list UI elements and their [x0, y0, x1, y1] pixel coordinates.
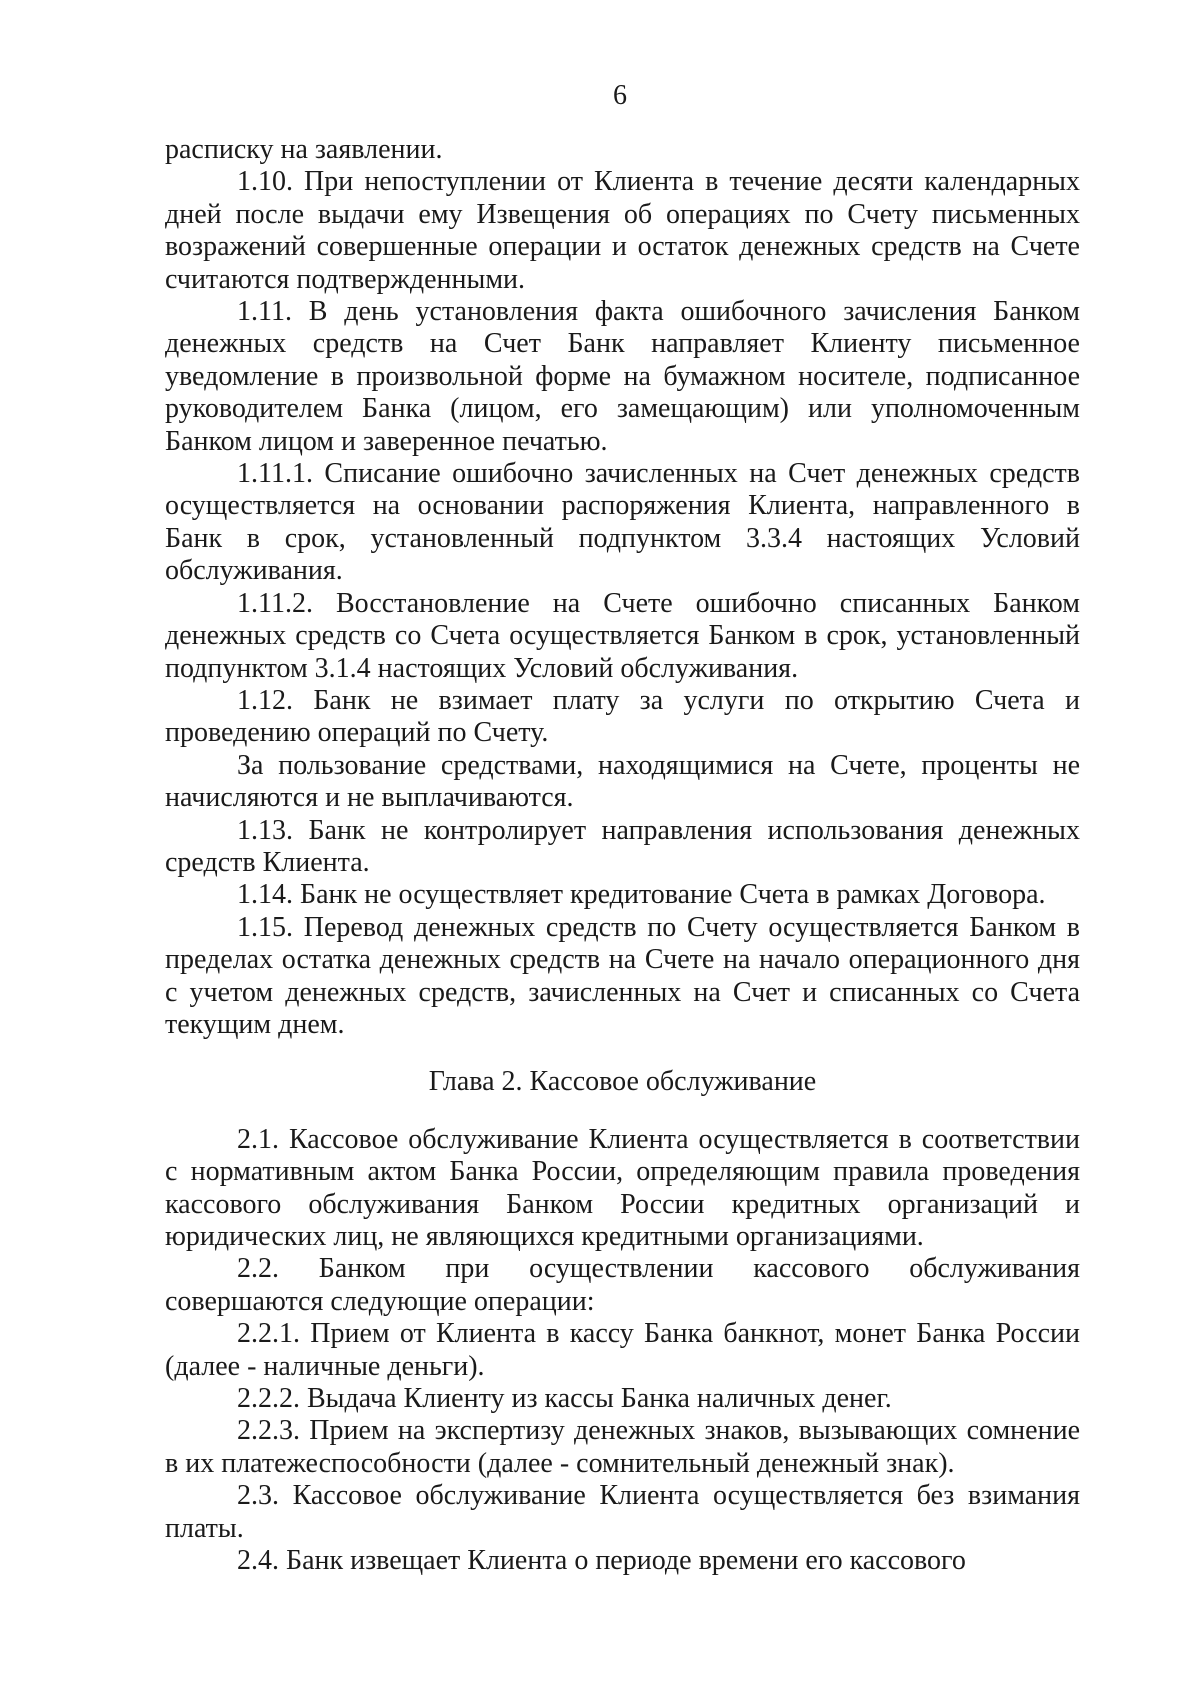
paragraph-1-14: 1.14. Банк не осуществляет кредитование Счета в рамках Договора.: [237, 879, 1046, 911]
chapter-title: Глава 2. Кассовое обслуживание: [428, 1066, 817, 1098]
paragraph-2-2-3: 2.2.3. Прием на экспертизу денежных знаков, вызывающих сомнение в их платежеспособности (далее - сомнительный денежный знак).: [165, 1415, 1080, 1479]
paragraph-1-11-1: 1.11.1. Списание ошибочно зачисленных на Счет денежных средств осуществляется на основании распоряжения Клиента, направленного в Банк в срок, установленный подпунктом 3.3.4 настоящих Условий обслуживания.: [165, 458, 1080, 587]
document-body: [165, 134, 1080, 1577]
paragraph-1-15: 1.15. Перевод денежных средств по Счету осуществляется Банком в пределах остатка денежных средств на Счете на начало операционного дня с учетом денежных средств, зачисленных на Счет и списанных со Счета текущим днем.: [165, 911, 1080, 1040]
paragraph: расписку на заявлении.: [165, 134, 443, 165]
paragraph-2-2: 2.2. Банком при осуществлении кассового обслуживания совершаются следующие операции:: [165, 1253, 1080, 1317]
paragraph-2-1: 2.1. Кассовое обслуживание Клиента осуществляется в соответствии с нормативным актом Банка России, определяющим правила проведения кассового обслуживания Банком России кредитных организаций и юридических лиц, не являющихся кредитными организациями.: [165, 1123, 1080, 1252]
paragraph-1-13: 1.13. Банк не контролирует направления использования денежных средств Клиента.: [165, 814, 1080, 878]
paragraph-2-2-1: 2.2.1. Прием от Клиента в кассу Банка банкнот, монет Банка России (далее - наличные деньги).: [165, 1318, 1080, 1382]
paragraph-2-2-2: 2.2.2. Выдача Клиенту из кассы Банка наличных денег.: [237, 1383, 892, 1415]
paragraph-1-12: 1.12. Банк не взимает плату за услуги по открытию Счета и проведению операций по Счету.: [165, 684, 1080, 749]
paragraph-2-4: 2.4. Банк извещает Клиента о периоде времени его кассового: [237, 1545, 966, 1577]
paragraph-2-3: 2.3. Кассовое обслуживание Клиента осуществляется без взимания платы.: [165, 1480, 1080, 1544]
paragraph-1-10: 1.10. При непоступлении от Клиента в течение десяти календарных дней после выдачи ему Извещения об операциях по Счету письменных возражений совершенные операции и остаток денежных средств на Счете считаются подтвержденными.: [165, 166, 1080, 295]
paragraph-1-11-2: 1.11.2. Восстановление на Счете ошибочно списанных Банком денежных средств со Счета осуществляется Банком в срок, установленный подпунктом 3.1.4 настоящих Условий обслуживания.: [165, 587, 1080, 684]
paragraph-1-11: 1.11. В день установления факта ошибочного зачисления Банком денежных средств на Счет Банк направляет Клиенту письменное уведомление в произвольной форме на бумажном носителе, подписанное руководителем Банка (лицом, его замещающим) или уполномоченным Банком лицом и заверенное печатью.: [165, 296, 1080, 457]
page-number: 6: [613, 80, 627, 111]
paragraph-interest: За пользование средствами, находящимися на Счете, проценты не начисляются и не выплачиваются.: [165, 749, 1080, 814]
